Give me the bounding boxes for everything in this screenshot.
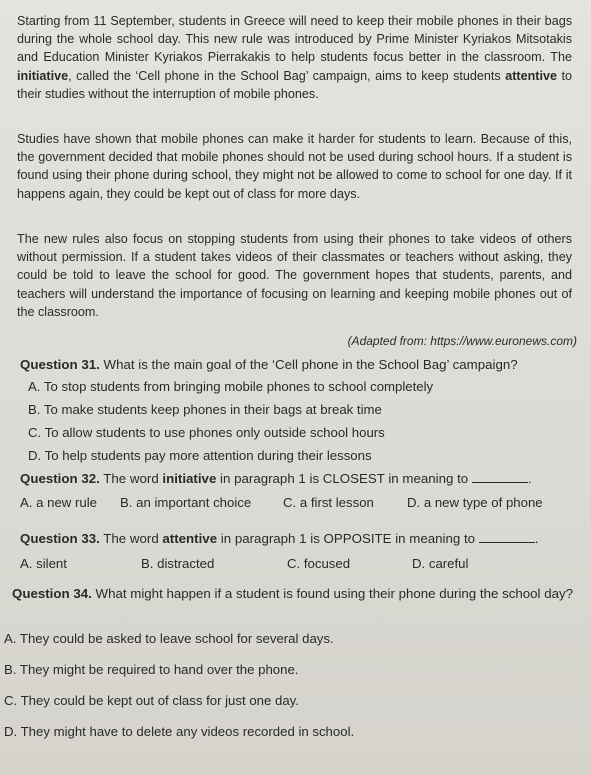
initiative-word: initiative <box>17 68 69 83</box>
question-32: Question 32. The word initiative in paragraph 1 is CLOSEST in meaning to . <box>20 471 532 486</box>
passage-paragraph-3: The new rules also focus on stopping students from using their phones to take videos of others without permission. If a student takes videos of their classmates or teachers without asking, they could be told to leave the school for good. The government hopes that students, parents, and teachers will understand the importance of focusing on learning and keeping mobile phones out of the classroom. <box>17 232 572 319</box>
q32-option-b[interactable]: B. an important choice <box>120 495 252 510</box>
answer-blank[interactable] <box>472 482 528 483</box>
q31-option-d[interactable]: D. To help students pay more attention during their lessons <box>28 448 372 463</box>
source-citation: (Adapted from: https://www.euronews.com) <box>347 334 577 348</box>
question-34: Question 34. What might happen if a student is found using their phone during the school day? <box>12 586 574 601</box>
question-33: Question 33. The word attentive in paragraph 1 is OPPOSITE in meaning to . <box>20 531 539 546</box>
answer-blank[interactable] <box>479 542 535 543</box>
q32-option-d[interactable]: D. a new type of phone <box>407 495 543 510</box>
q33-option-c[interactable]: C. focused <box>287 556 351 571</box>
question-31: Question 31. What is the main goal of the ‘Cell phone in the School Bag’ campaign? <box>20 357 518 372</box>
q31-option-b[interactable]: B. To make students keep phones in their bags at break time <box>28 402 382 417</box>
q34-option-a[interactable]: A. They could be asked to leave school for several days. <box>4 631 334 646</box>
q34-option-b[interactable]: B. They might be required to hand over the phone. <box>4 662 299 677</box>
q33-option-a[interactable]: A. silent <box>20 556 67 571</box>
q34-option-d[interactable]: D. They might have to delete any videos recorded in school. <box>4 724 355 739</box>
q34-option-c[interactable]: C. They could be kept out of class for just one day. <box>4 693 299 708</box>
attentive-word: attentive <box>505 68 557 83</box>
q33-option-d[interactable]: D. careful <box>412 556 469 571</box>
q31-option-c[interactable]: C. To allow students to use phones only outside school hours <box>28 425 385 440</box>
q32-option-a[interactable]: A. a new rule <box>20 495 97 510</box>
q33-option-b[interactable]: B. distracted <box>141 556 215 571</box>
q31-option-a[interactable]: A. To stop students from bringing mobile phones to school completely <box>28 379 434 394</box>
passage-paragraph-1: Starting from 11 September, students in Greece will need to keep their mobile phones in their bags during the whole school day. This new rule was introduced by Prime Minister Kyriakos Mitsotakis and Education Minister Kyriakos Pierrakakis to help students focus better in the classroom. The initiative, called the ‘Cell phone in the School Bag’ campaign, aims to keep students attentive to their studies without the interruption of mobile phones. <box>17 14 572 101</box>
passage-paragraph-2: Studies have shown that mobile phones can make it harder for students to learn. Because of this, the government decided that mobile phones should not be used during school hours. If a student is found using their phone during school, they might not be allowed to come to school for one day. If it happens again, they could be kept out of class for more days. <box>17 132 572 201</box>
q32-option-c[interactable]: C. a first lesson <box>283 495 374 510</box>
